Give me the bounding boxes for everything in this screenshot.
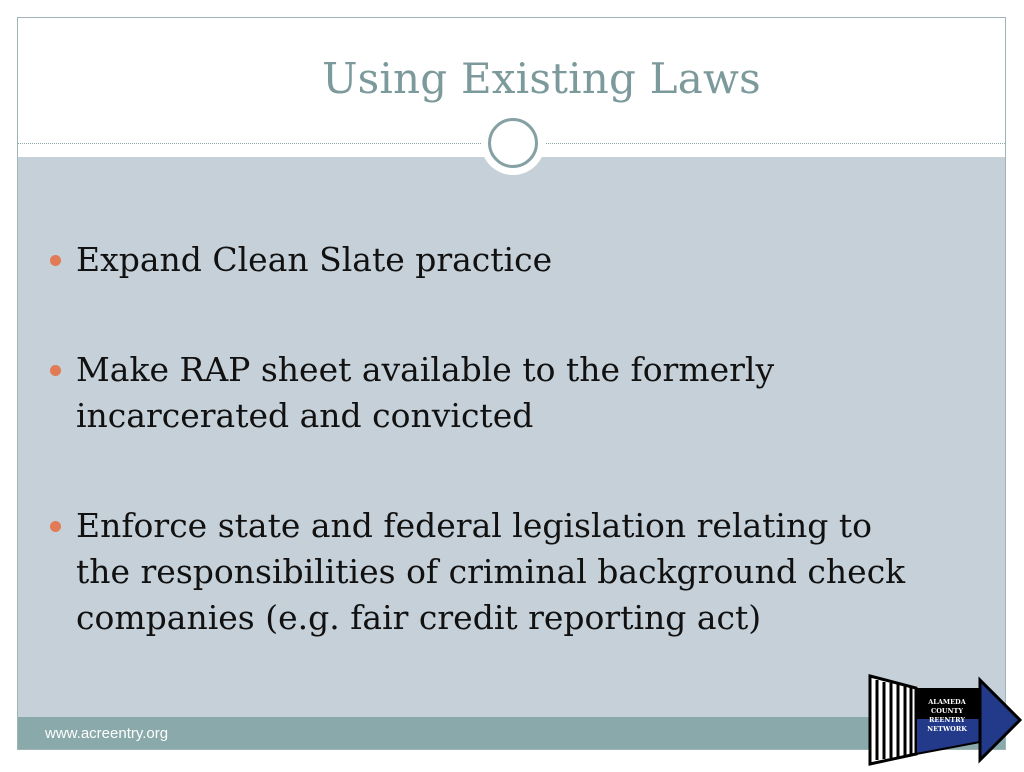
bullet-dot-icon — [50, 521, 61, 532]
bullet-text: Make RAP sheet available to the formerly incarcerated and convicted — [76, 350, 775, 435]
footer — [18, 717, 1005, 750]
logo-text — [918, 698, 976, 734]
circle-ornament-icon — [481, 111, 545, 175]
bullet-dot-icon — [50, 365, 61, 376]
bullet-item — [50, 503, 930, 641]
ring-icon — [488, 118, 538, 168]
footer-url: www.acreentry.org — [45, 725, 169, 742]
door-arrow-logo-icon — [868, 672, 1024, 768]
bullet-list — [50, 237, 930, 705]
bullet-item — [50, 347, 930, 439]
content-area — [18, 157, 1005, 717]
logo-line-2: REENTRY NETWORK — [927, 716, 967, 733]
slide — [17, 17, 1006, 750]
logo-line-1: ALAMEDA COUNTY — [928, 698, 966, 715]
bullet-item — [50, 237, 930, 283]
bullet-text: Enforce state and federal legislation relating to the responsibilities of criminal background check companies (e.g. fair credit reporting act) — [76, 506, 906, 637]
slide-title: Using Existing Laws — [322, 54, 761, 103]
bullet-dot-icon — [50, 255, 61, 266]
bullet-text: Expand Clean Slate practice — [76, 240, 553, 279]
